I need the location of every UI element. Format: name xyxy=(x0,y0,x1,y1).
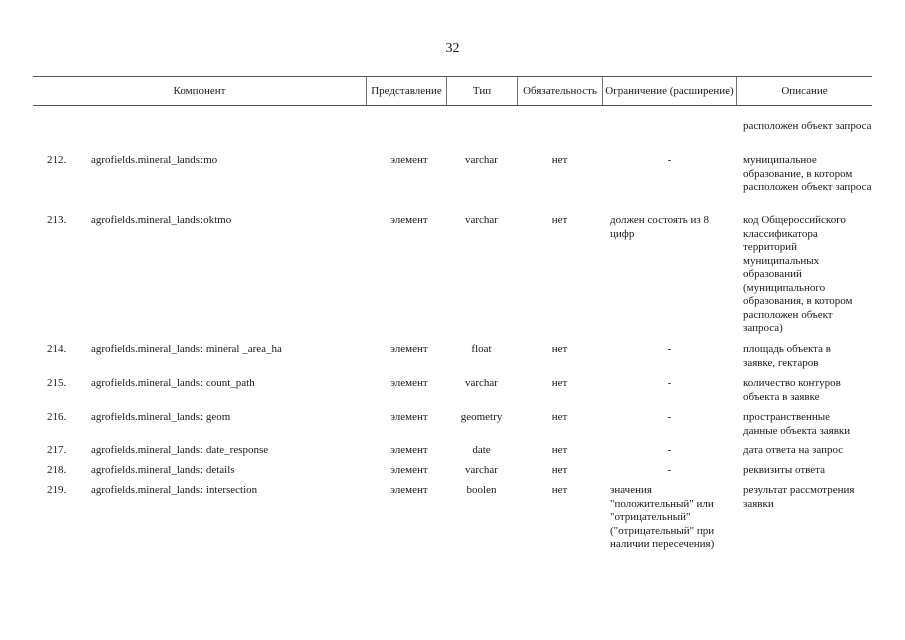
row-required: нет xyxy=(551,154,568,166)
row-component: agrofields.mineral_lands: geom xyxy=(91,411,231,423)
row-representation: элемент xyxy=(390,377,428,389)
column-header-component: Компонент xyxy=(173,84,226,97)
row-component: agrofields.mineral_lands: intersection xyxy=(91,484,258,496)
row-representation: элемент xyxy=(390,343,428,355)
row-type: varchar xyxy=(465,464,498,476)
row-representation: элемент xyxy=(390,411,428,423)
row-number: 217. xyxy=(47,444,67,456)
table-header xyxy=(33,76,872,106)
row-restriction: значения "положительный" или "отрицательный" ("отрицательный" при наличии пересечения) xyxy=(610,484,715,550)
row-description: результат рассмотрения заявки xyxy=(743,484,855,510)
row-description: код Общероссийского классификатора территорий муниципальных образований (муниципального образования, в котором расположен объект запроса) xyxy=(743,214,853,334)
row-number: 212. xyxy=(47,154,67,166)
row-type: date xyxy=(472,444,491,456)
row-restriction: - xyxy=(667,464,672,476)
row-component: agrofields.mineral_lands: date_response xyxy=(91,444,269,456)
row-number: 214. xyxy=(47,343,67,355)
row-number: 219. xyxy=(47,484,67,496)
row-component: agrofields.mineral_lands:mo xyxy=(91,154,218,166)
row-number: 216. xyxy=(47,411,67,423)
row-number: 213. xyxy=(47,214,67,226)
row-type: varchar xyxy=(465,377,498,389)
page-number: 32 xyxy=(445,41,460,56)
row-type: boolen xyxy=(466,484,497,496)
row-required: нет xyxy=(551,444,568,456)
row-restriction: - xyxy=(667,154,672,166)
row-type: varchar xyxy=(465,214,498,226)
row-representation: элемент xyxy=(390,464,428,476)
column-header-required: Обязательность xyxy=(523,84,597,97)
row-restriction: - xyxy=(667,343,672,355)
row-representation: элемент xyxy=(390,444,428,456)
row-number: 215. xyxy=(47,377,67,389)
row-description: дата ответа на запрос xyxy=(743,444,844,456)
row-component: agrofields.mineral_lands: mineral _area_ha xyxy=(91,343,282,355)
row-required: нет xyxy=(551,343,568,355)
row-component: agrofields.mineral_lands: details xyxy=(91,464,235,476)
row-type: float xyxy=(471,343,492,355)
continued-description: расположен объект запроса xyxy=(743,120,872,132)
column-header-restriction: Ограничение (расширение) xyxy=(605,84,734,97)
row-required: нет xyxy=(551,484,568,496)
row-required: нет xyxy=(551,411,568,423)
column-header-description: Описание xyxy=(781,84,828,97)
row-required: нет xyxy=(551,214,568,226)
row-component: agrofields.mineral_lands:oktmo xyxy=(91,214,232,226)
row-description: реквизиты ответа xyxy=(743,464,825,476)
row-description: количество контуров объекта в заявке xyxy=(743,377,841,403)
row-description: площадь объекта в заявке, гектаров xyxy=(743,343,831,369)
row-restriction: - xyxy=(667,377,672,389)
row-representation: элемент xyxy=(390,214,428,226)
row-restriction: - xyxy=(667,444,672,456)
row-restriction: - xyxy=(667,411,672,423)
column-header-representation: Представление xyxy=(371,84,442,97)
row-representation: элемент xyxy=(390,154,428,166)
row-restriction: должен состоять из 8 цифр xyxy=(610,214,710,240)
row-number: 218. xyxy=(47,464,67,476)
row-required: нет xyxy=(551,377,568,389)
row-type: varchar xyxy=(465,154,498,166)
row-type: geometry xyxy=(460,411,503,423)
row-required: нет xyxy=(551,464,568,476)
row-component: agrofields.mineral_lands: count_path xyxy=(91,377,255,389)
row-representation: элемент xyxy=(390,484,428,496)
column-header-type: Тип xyxy=(472,84,492,97)
row-description: муниципальное образование, в котором расположен объект запроса xyxy=(743,154,872,193)
row-description: пространственные данные объекта заявки xyxy=(743,411,851,437)
